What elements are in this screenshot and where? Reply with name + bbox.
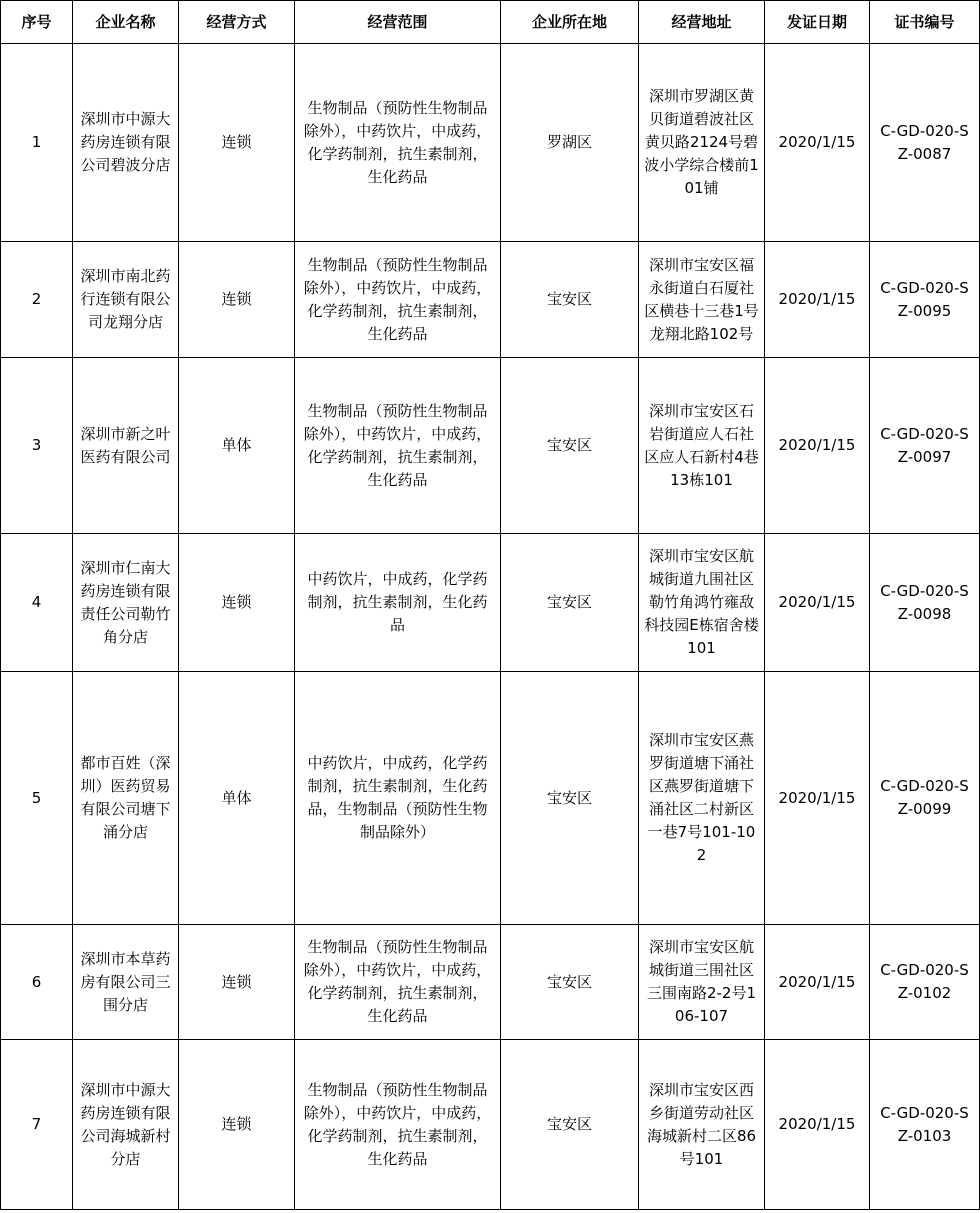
cell-business-scope: 生物制品（预防性生物制品除外），中药饮片，中成药，化学药制剂，抗生素制剂，生化药品 <box>295 1040 501 1210</box>
cell-address: 深圳市宝安区西乡街道劳动社区海城新村二区86号101 <box>639 1040 765 1210</box>
cell-company-name: 深圳市仁南大药房连锁有限责任公司勒竹角分店 <box>73 534 179 672</box>
cell-company-name: 深圳市中源大药房连锁有限公司碧波分店 <box>73 44 179 242</box>
header-business-scope: 经营范围 <box>295 1 501 44</box>
cell-cert-number: C-GD-020-SZ-0095 <box>870 242 980 358</box>
cell-company-name: 深圳市新之叶医药有限公司 <box>73 358 179 534</box>
cell-company-name: 深圳市南北药行连锁有限公司龙翔分店 <box>73 242 179 358</box>
table-row <box>1 925 980 1040</box>
cell-business-scope: 中药饮片，中成药，化学药制剂，抗生素制剂，生化药品 <box>295 534 501 672</box>
cell-business-mode: 连锁 <box>179 925 295 1040</box>
cell-cert-number: C-GD-020-SZ-0098 <box>870 534 980 672</box>
cell-seq: 3 <box>1 358 73 534</box>
cell-issue-date: 2020/1/15 <box>765 672 870 925</box>
table-row <box>1 534 980 672</box>
header-cert-number: 证书编号 <box>870 1 980 44</box>
cell-issue-date: 2020/1/15 <box>765 358 870 534</box>
cell-issue-date: 2020/1/15 <box>765 1040 870 1210</box>
cell-business-mode: 单体 <box>179 358 295 534</box>
cell-business-scope: 生物制品（预防性生物制品除外），中药饮片，中成药，化学药制剂，抗生素制剂，生化药品 <box>295 358 501 534</box>
cell-business-scope: 生物制品（预防性生物制品除外），中药饮片，中成药，化学药制剂，抗生素制剂，生化药品 <box>295 44 501 242</box>
header-company-name: 企业名称 <box>73 1 179 44</box>
cell-location: 宝安区 <box>501 534 639 672</box>
cell-seq: 7 <box>1 1040 73 1210</box>
cell-location: 宝安区 <box>501 242 639 358</box>
cell-location: 宝安区 <box>501 925 639 1040</box>
header-address: 经营地址 <box>639 1 765 44</box>
table-row <box>1 1040 980 1210</box>
cell-address: 深圳市宝安区石岩街道应人石社区应人石新村4巷13栋101 <box>639 358 765 534</box>
cell-cert-number: C-GD-020-SZ-0097 <box>870 358 980 534</box>
cell-issue-date: 2020/1/15 <box>765 242 870 358</box>
header-issue-date: 发证日期 <box>765 1 870 44</box>
cell-business-mode: 连锁 <box>179 44 295 242</box>
cell-location: 罗湖区 <box>501 44 639 242</box>
cell-address: 深圳市宝安区燕罗街道塘下涌社区燕罗街道塘下涌社区二村新区一巷7号101-102 <box>639 672 765 925</box>
cell-cert-number: C-GD-020-SZ-0102 <box>870 925 980 1040</box>
header-business-mode: 经营方式 <box>179 1 295 44</box>
cell-address: 深圳市宝安区福永街道白石厦社区横巷十三巷1号龙翔北路102号 <box>639 242 765 358</box>
cell-business-mode: 单体 <box>179 672 295 925</box>
cell-company-name: 都市百姓（深圳）医药贸易有限公司塘下涌分店 <box>73 672 179 925</box>
cell-issue-date: 2020/1/15 <box>765 925 870 1040</box>
header-row <box>1 1 980 44</box>
table-row <box>1 242 980 358</box>
cell-address: 深圳市宝安区航城街道三围社区三围南路2-2号106-107 <box>639 925 765 1040</box>
cell-issue-date: 2020/1/15 <box>765 534 870 672</box>
cell-business-scope: 生物制品（预防性生物制品除外），中药饮片，中成药，化学药制剂，抗生素制剂，生化药品 <box>295 925 501 1040</box>
cell-business-scope: 中药饮片，中成药，化学药制剂，抗生素制剂，生化药品，生物制品（预防性生物制品除外） <box>295 672 501 925</box>
cell-location: 宝安区 <box>501 672 639 925</box>
cell-location: 宝安区 <box>501 1040 639 1210</box>
cell-location: 宝安区 <box>501 358 639 534</box>
cell-company-name: 深圳市中源大药房连锁有限公司海城新村分店 <box>73 1040 179 1210</box>
cell-address: 深圳市宝安区航城街道九围社区勒竹角鸿竹雍敌科技园E栋宿舍楼101 <box>639 534 765 672</box>
table-row <box>1 358 980 534</box>
cell-cert-number: C-GD-020-SZ-0099 <box>870 672 980 925</box>
cell-business-mode: 连锁 <box>179 242 295 358</box>
cell-issue-date: 2020/1/15 <box>765 44 870 242</box>
cell-seq: 4 <box>1 534 73 672</box>
table-row <box>1 44 980 242</box>
cell-business-scope: 生物制品（预防性生物制品除外），中药饮片，中成药，化学药制剂，抗生素制剂，生化药品 <box>295 242 501 358</box>
cell-business-mode: 连锁 <box>179 534 295 672</box>
cell-seq: 5 <box>1 672 73 925</box>
cell-company-name: 深圳市本草药房有限公司三围分店 <box>73 925 179 1040</box>
cell-address: 深圳市罗湖区黄贝街道碧波社区黄贝路2124号碧波小学综合楼前101铺 <box>639 44 765 242</box>
header-seq: 序号 <box>1 1 73 44</box>
cell-cert-number: C-GD-020-SZ-0103 <box>870 1040 980 1210</box>
cell-seq: 1 <box>1 44 73 242</box>
cell-cert-number: C-GD-020-SZ-0087 <box>870 44 980 242</box>
cell-seq: 6 <box>1 925 73 1040</box>
table-row <box>1 672 980 925</box>
header-location: 企业所在地 <box>501 1 639 44</box>
cell-seq: 2 <box>1 242 73 358</box>
cell-business-mode: 连锁 <box>179 1040 295 1210</box>
